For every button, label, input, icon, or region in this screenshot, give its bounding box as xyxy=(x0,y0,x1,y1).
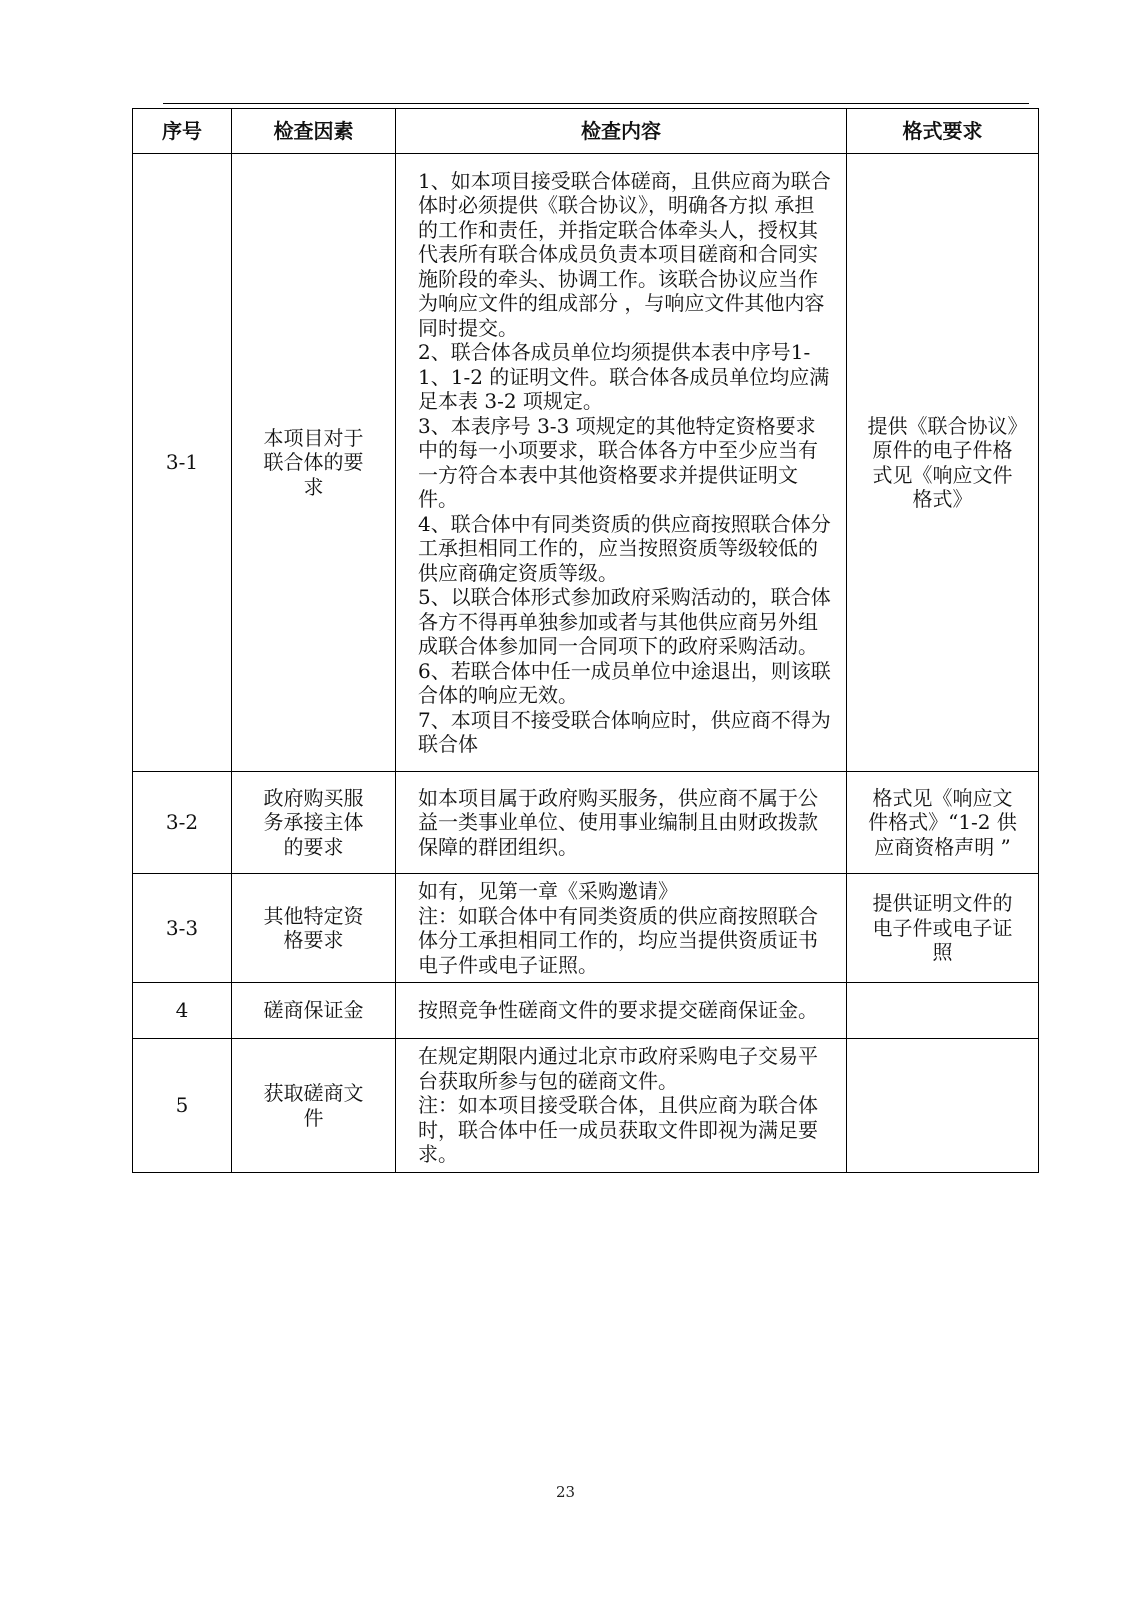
table-header-row xyxy=(133,109,1039,154)
content-paragraph: 如有，见第一章《采购邀请》 xyxy=(418,879,678,903)
header-content: 检查内容 xyxy=(396,109,847,154)
header-factor: 检查因素 xyxy=(232,109,396,154)
table-row xyxy=(133,772,1039,874)
page-number: 23 xyxy=(555,1483,576,1501)
table-row xyxy=(133,154,1039,772)
row-no: 3-1 xyxy=(133,154,232,772)
row-content xyxy=(396,874,847,983)
row-factor: 其他特定资格要求 xyxy=(232,874,396,983)
row-factor: 磋商保证金 xyxy=(232,983,396,1039)
row-content xyxy=(396,772,847,874)
header-no: 序号 xyxy=(133,109,232,154)
content-paragraph: 6、若联合体中任一成员单位中途退出，则该联合体的响应无效。 xyxy=(418,658,831,707)
content-paragraph: 7、本项目不接受联合体响应时，供应商不得为联合体 xyxy=(418,707,831,756)
row-no: 5 xyxy=(133,1039,232,1173)
row-content xyxy=(396,154,847,772)
header-format: 格式要求 xyxy=(847,109,1039,154)
row-factor: 获取磋商文件 xyxy=(232,1039,396,1173)
row-format: 提供《联合协议》原件的电子件格式见《响应文件格式》 xyxy=(847,154,1039,772)
qualification-check-table xyxy=(132,108,1039,1173)
content-paragraph: 注：如本项目接受联合体，且供应商为联合体时，联合体中任一成员获取文件即视为满足要求。 xyxy=(418,1093,818,1167)
table-row xyxy=(133,874,1039,983)
row-format: 提供证明文件的电子件或电子证照 xyxy=(847,874,1039,983)
content-paragraph: 2、联合体各成员单位均须提供本表中序号1-1、1-2 的证明文件。联合体各成员单位均应满足本表 3-2 项规定。 xyxy=(418,340,830,413)
row-format xyxy=(847,1039,1039,1173)
content-paragraph: 3、本表序号 3-3 项规定的其他特定资格要求中的每一小项要求，联合体各方中至少应当有一方符合本表中其他资格要求并提供证明文件。 xyxy=(418,413,818,511)
table-row xyxy=(133,983,1039,1039)
row-format: 格式见《响应文 件格式》“1-2 供应商资格声明 ” xyxy=(847,772,1039,874)
row-no: 4 xyxy=(133,983,232,1039)
content-paragraph: 注：如联合体中有同类资质的供应商按照联合体分工承担相同工作的，均应当提供资质证书电子件或电子证照。 xyxy=(418,903,818,977)
table-row xyxy=(133,1039,1039,1173)
row-factor: 本项目对于联合体的要求 xyxy=(232,154,396,772)
row-factor: 政府购买服务承接主体的要求 xyxy=(232,772,396,874)
row-no: 3-3 xyxy=(133,874,232,983)
row-format xyxy=(847,983,1039,1039)
header-rule xyxy=(163,103,1029,104)
content-paragraph: 按照竞争性磋商文件的要求提交磋商保证金。 xyxy=(418,998,818,1023)
content-paragraph: 如本项目属于政府购买服务，供应商不属于公益一类事业单位、使用事业编制且由财政拨款保障的群团组织。 xyxy=(418,785,818,859)
content-paragraph: 4、联合体中有同类资质的供应商按照联合体分工承担相同工作的，应当按照资质等级较低的供应商确定资质等级。 xyxy=(418,511,831,585)
row-content xyxy=(396,983,847,1039)
row-content xyxy=(396,1039,847,1173)
content-paragraph: 在规定期限内通过北京市政府采购电子交易平台获取所参与包的磋商文件。 xyxy=(418,1044,818,1093)
content-paragraph: 1、如本项目接受联合体磋商，且供应商为联合体时必须提供《联合协议》，明确各方拟 承担的工作和责任，并指定联合体牵头人，授权其代表所有联合体成员负责本项目磋商和合同实施阶段的牵头、协调工作。该联合协议应当作为响应文件的组成部分 ，与响应文件其他内容同时提交。 xyxy=(418,168,831,340)
content-paragraph: 5、以联合体形式参加政府采购活动的，联合体各方不得再单独参加或者与其他供应商另外组成联合体参加同一合同项下的政府采购活动。 xyxy=(418,585,831,658)
row-no: 3-2 xyxy=(133,772,232,874)
